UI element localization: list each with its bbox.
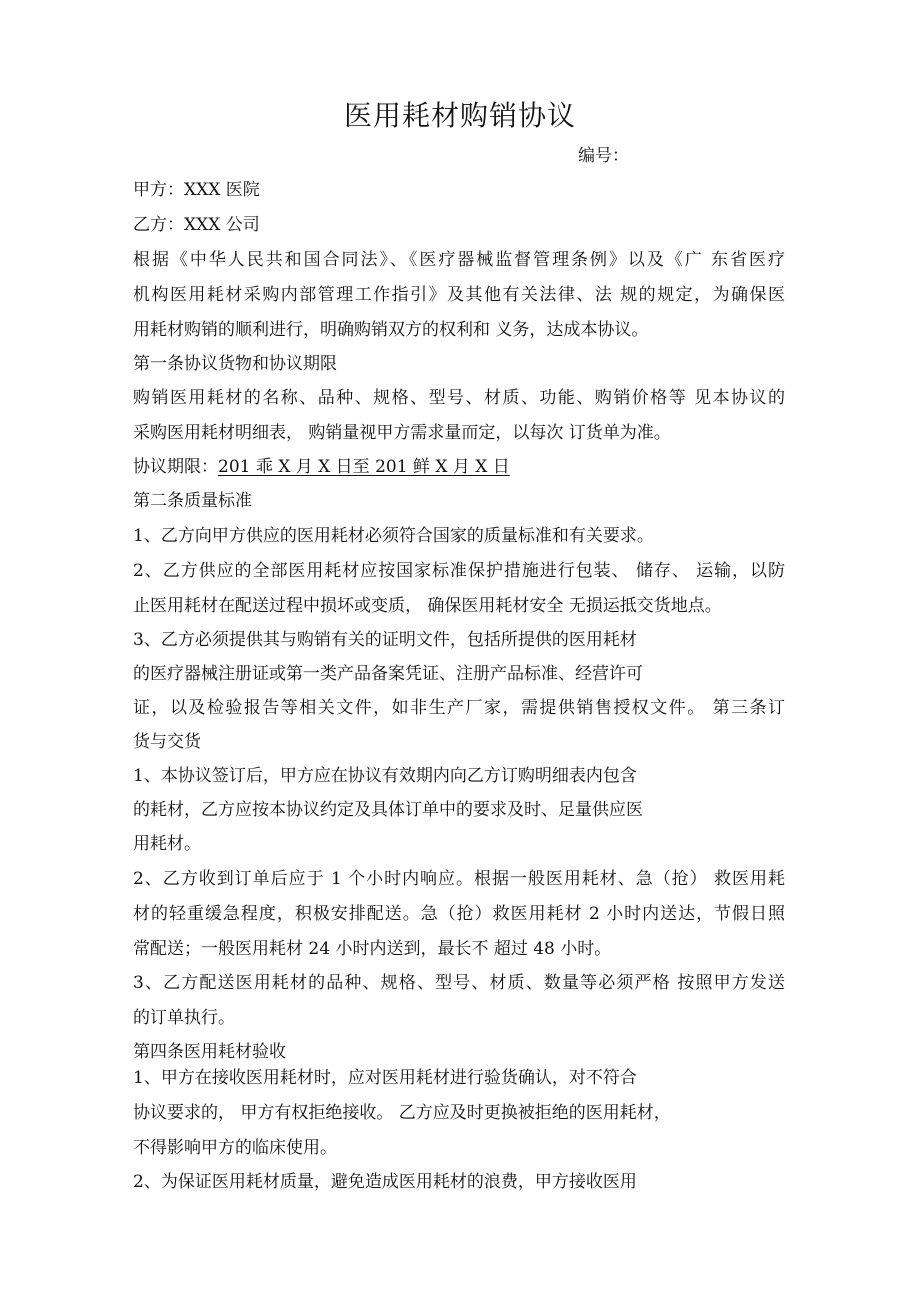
party-b-line: 乙方：XXX 公司 xyxy=(133,215,260,235)
article-heading: 第二条质量标准 xyxy=(133,491,252,511)
body-line: 常配送；一般医用耗材 24 小时内送到，最长不 超过 48 小时。 xyxy=(133,939,612,959)
agreement-term-value: 201 乖 X 月 X 日至 201 鲜 X 月 X 日 xyxy=(218,457,510,477)
body-line: 不得影响甲方的临床使用。 xyxy=(133,1138,337,1158)
party-a-line: 甲方：XXX 医院 xyxy=(133,180,260,200)
preamble-line: 机构医用耗材采购内部管理工作指引》及其他有关法律、法 规的规定，为确保医 xyxy=(133,285,785,305)
body-line: 1、本协议签订后，甲方应在协议有效期内向乙方订购明细表内包含 xyxy=(133,766,637,786)
preamble-line: 根据《中华人民共和国合同法》、《医疗器械监督管理条例》以及《广 东省医疗 xyxy=(133,250,785,270)
agreement-term-line xyxy=(133,453,510,481)
body-line: 购销医用耗材的名称、品种、规格、型号、材质、功能、购销价格等 见本协议的 xyxy=(133,388,785,408)
body-line: 3、乙方必须提供其与购销有关的证明文件，包括所提供的医用耗材 xyxy=(133,630,637,650)
body-line: 2、乙方收到订单后应于 1 个小时内响应。根据一般医用耗材、急（抢） 救医用耗 xyxy=(133,869,785,889)
body-line: 2、乙方供应的全部医用耗材应按国家标准保护措施进行包装、 储存、 运输，以防 xyxy=(133,561,785,581)
body-line: 的订单执行。 xyxy=(133,1008,235,1028)
body-line: 3、乙方配送医用耗材的品种、规格、型号、材质、数量等必须严格 按照甲方发送 xyxy=(133,973,785,993)
body-line: 1、乙方向甲方供应的医用耗材必须符合国家的质量标准和有关要求。 xyxy=(133,526,654,546)
article-heading: 第一条协议货物和协议期限 xyxy=(133,354,337,374)
body-line: 用耗材。 xyxy=(133,834,201,854)
body-line: 1、甲方在接收医用耗材时，应对医用耗材进行验货确认，对不符合 xyxy=(133,1068,637,1088)
agreement-term-label: 协议期限： xyxy=(133,457,218,477)
body-line: 证，以及检验报告等相关文件，如非生产厂家，需提供销售授权文件。 第三条订 xyxy=(133,698,785,718)
body-line: 材的轻重缓急程度，积极安排配送。急（抢）救医用耗材 2 小时内送达，节假日照 xyxy=(133,904,785,924)
body-line: 的耗材，乙方应按本协议约定及具体订单中的要求及时、足量供应医 xyxy=(133,800,643,820)
body-line: 的医疗器械注册证或第一类产品备案凭证、注册产品标准、经营许可 xyxy=(133,664,643,684)
document-number-label: 编号： xyxy=(578,146,629,166)
body-line: 采购医用耗材明细表， 购销量视甲方需求量而定，以每次 订货单为准。 xyxy=(133,423,671,443)
article-heading: 第四条医用耗材验收 xyxy=(133,1042,286,1062)
body-line: 货与交货 xyxy=(133,732,201,752)
body-line: 2、为保证医用耗材质量，避免造成医用耗材的浪费，甲方接收医用 xyxy=(133,1172,637,1192)
preamble-line: 用耗材购销的顺利进行，明确购销双方的权利和 义务，达成本协议。 xyxy=(133,320,649,340)
body-line: 止医用耗材在配送过程中损坏或变质， 确保医用耗材安全 无损运抵交货地点。 xyxy=(133,596,722,616)
body-line: 协议要求的， 甲方有权拒绝接收。 乙方应及时更换被拒绝的医用耗材， xyxy=(133,1103,671,1123)
document-title: 医用耗材购销协议 xyxy=(343,99,576,132)
